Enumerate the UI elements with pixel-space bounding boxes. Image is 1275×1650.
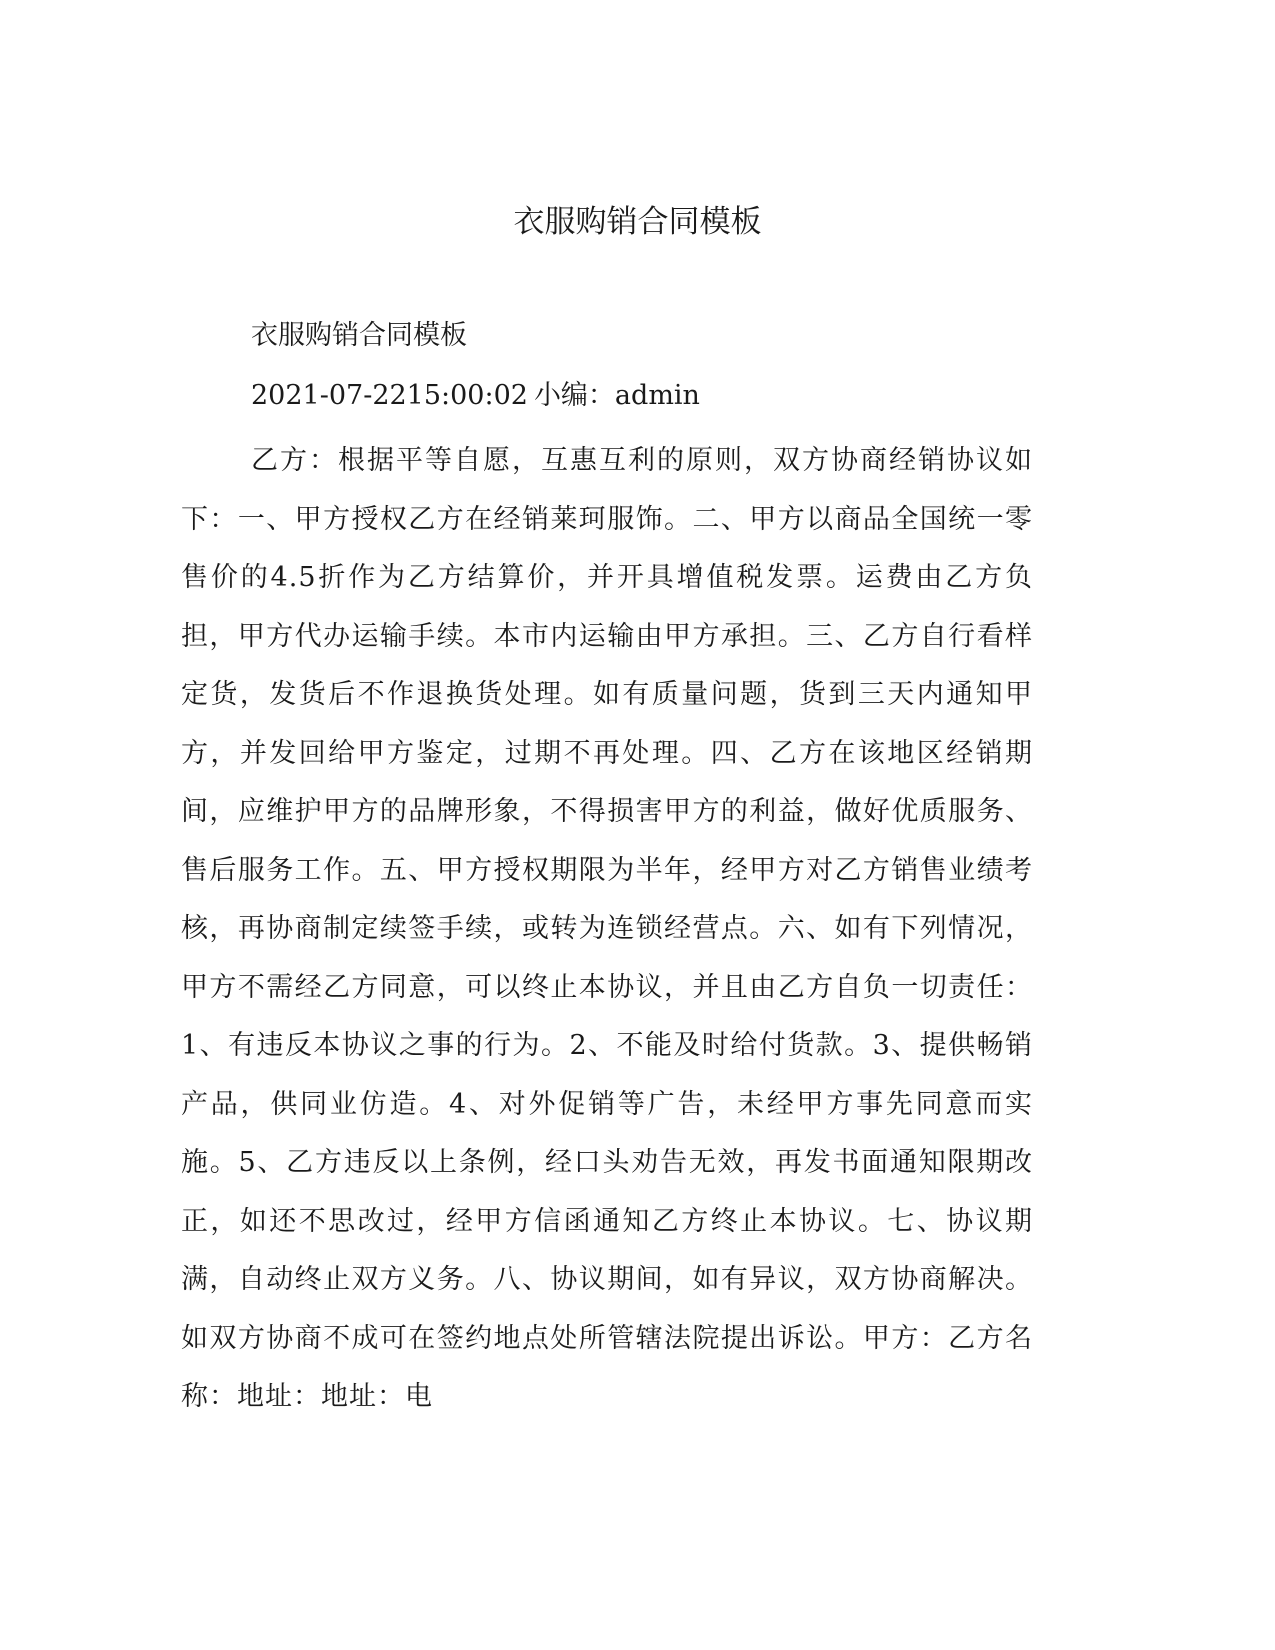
- editor-label: 小编：admin: [533, 380, 700, 411]
- document-subtitle: 衣服购销合同模板: [251, 320, 467, 351]
- document-meta: [181, 376, 1033, 416]
- document-title: 衣服购销合同模板: [513, 204, 762, 240]
- contract-body: 乙方：根据平等自愿，互惠互利的原则，双方协商经销协议如下：一、甲方授权乙方在经销莱珂服饰。二、甲方以商品全国统一零售价的4.5折作为乙方结算价，并开具增值税发票。运费由乙方负担，甲方代办运输手续。本市内运输由甲方承担。三、乙方自行看样定货，发货后不作退换货处理。如有质量问题，货到三天内通知甲方，并发回给甲方鉴定，过期不再处理。四、乙方在该地区经销期间，应维护甲方的品牌形象，不得损害甲方的利益，做好优质服务、售后服务工作。五、甲方授权期限为半年，经甲方对乙方销售业绩考核，再协商制定续签手续，或转为连锁经营点。六、如有下列情况，甲方不需经乙方同意，可以终止本协议，并且由乙方自负一切责任：1、有违反本协议之事的行为。2、不能及时给付货款。3、提供畅销产品，供同业仿造。4、对外促销等广告，未经甲方事先同意而实施。5、乙方违反以上条例，经口头劝告无效，再发书面通知限期改正，如还不思改过，经甲方信函通知乙方终止本协议。七、协议期满，自动终止双方义务。八、协议期间，如有异议，双方协商解决。如双方协商不成可在签约地点处所管辖法院提出诉讼。甲方：乙方名称：地址：地址：电: [181, 445, 1033, 1412]
- publish-datetime: 2021-07-2215:00:02: [251, 380, 528, 411]
